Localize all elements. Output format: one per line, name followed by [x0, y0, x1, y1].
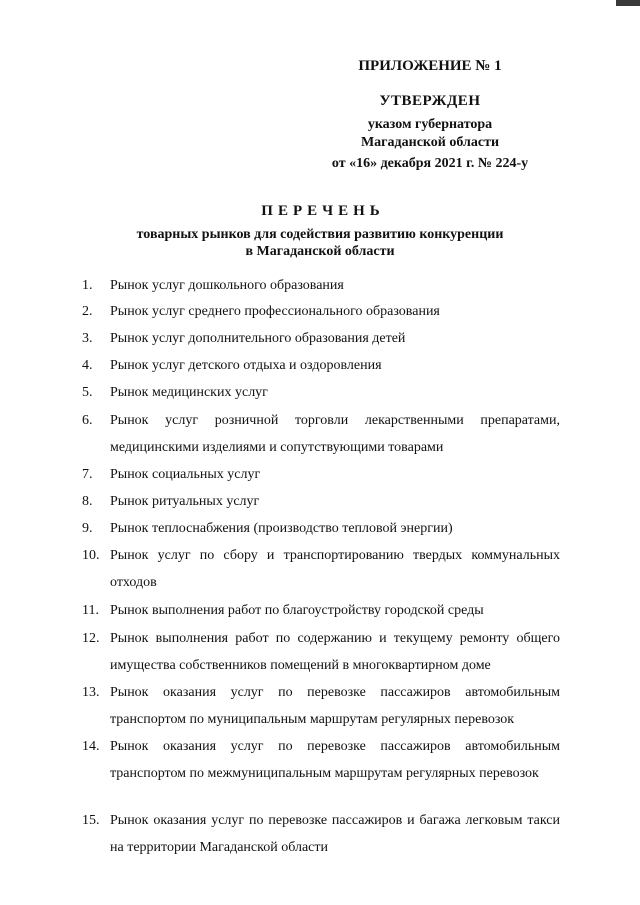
- appendix-heading: ПРИЛОЖЕНИЕ № 1: [358, 58, 502, 74]
- item-text: Рынок выполнения работ по содержанию и текущему ремонту общего имущества собственников помещений в многоквартирном доме: [110, 631, 560, 673]
- decree-line-2: Магаданской области: [360, 135, 500, 150]
- list-item: [82, 542, 560, 596]
- list-item: [82, 407, 560, 461]
- item-number: 4.: [82, 358, 93, 373]
- list-item: [82, 352, 560, 379]
- list-item: [82, 272, 560, 299]
- scan-edge-mark: [616, 0, 640, 6]
- item-number: 11.: [82, 603, 99, 618]
- item-number: 15.: [82, 813, 100, 828]
- item-text: Рынок теплоснабжения (производство тепловой энергии): [110, 521, 453, 536]
- item-number: 10.: [82, 548, 100, 563]
- document-subtitle-line-1: товарных рынков для содействия развитию конкуренции: [136, 227, 504, 242]
- item-number: 13.: [82, 685, 100, 700]
- approved-heading: УТВЕРЖДЕН: [379, 93, 481, 109]
- item-text: Рынок услуг по сбору и транспортированию твердых коммунальных отходов: [110, 548, 560, 590]
- item-number: 1.: [82, 278, 93, 293]
- item-text: Рынок услуг дошкольного образования: [110, 278, 344, 293]
- list-item: [82, 298, 560, 325]
- list-item: [82, 325, 560, 352]
- item-text: Рынок социальных услуг: [110, 467, 261, 482]
- item-text: Рынок услуг дополнительного образования детей: [110, 331, 406, 346]
- list-item: [82, 597, 560, 624]
- item-number: 14.: [82, 739, 100, 754]
- item-number: 12.: [82, 631, 100, 646]
- item-text: Рынок услуг розничной торговли лекарственными препаратами, медицинскими изделиями и сопутствующими товарами: [110, 413, 560, 455]
- item-text: Рынок услуг детского отдыха и оздоровления: [110, 358, 382, 373]
- list-item: [82, 625, 560, 679]
- list-item: [82, 461, 560, 488]
- item-text: Рынок оказания услуг по перевозке пассажиров и багажа легковым такси на территории Магаданской области: [110, 813, 560, 855]
- item-text: Рынок ритуальных услуг: [110, 494, 260, 509]
- item-text: Рынок выполнения работ по благоустройству городской среды: [110, 603, 484, 618]
- document-subtitle-line-2: в Магаданской области: [245, 244, 395, 259]
- item-number: 5.: [82, 385, 93, 400]
- item-text: Рынок оказания услуг по перевозке пассажиров автомобильным транспортом по муниципальным маршрутам регулярных перевозок: [110, 685, 560, 727]
- decree-date: от «16» декабря 2021 г. № 224-у: [331, 156, 529, 171]
- item-number: 2.: [82, 304, 93, 319]
- document-title: ПЕРЕЧЕНЬ: [261, 203, 385, 219]
- list-item: [82, 379, 560, 406]
- item-number: 6.: [82, 413, 93, 428]
- list-item: [82, 515, 560, 542]
- list-item: [82, 733, 560, 787]
- list-item: [82, 488, 560, 515]
- list-item: [82, 679, 560, 733]
- item-number: 9.: [82, 521, 93, 536]
- item-number: 7.: [82, 467, 93, 482]
- item-text: Рынок оказания услуг по перевозке пассажиров автомобильным транспортом по межмуниципальным маршрутам регулярных перевозок: [110, 739, 560, 781]
- item-text: Рынок услуг среднего профессионального образования: [110, 304, 440, 319]
- item-text: Рынок медицинских услуг: [110, 385, 268, 400]
- item-number: 3.: [82, 331, 93, 346]
- list-item: [82, 807, 560, 861]
- decree-line-1: указом губернатора: [367, 117, 493, 132]
- item-number: 8.: [82, 494, 93, 509]
